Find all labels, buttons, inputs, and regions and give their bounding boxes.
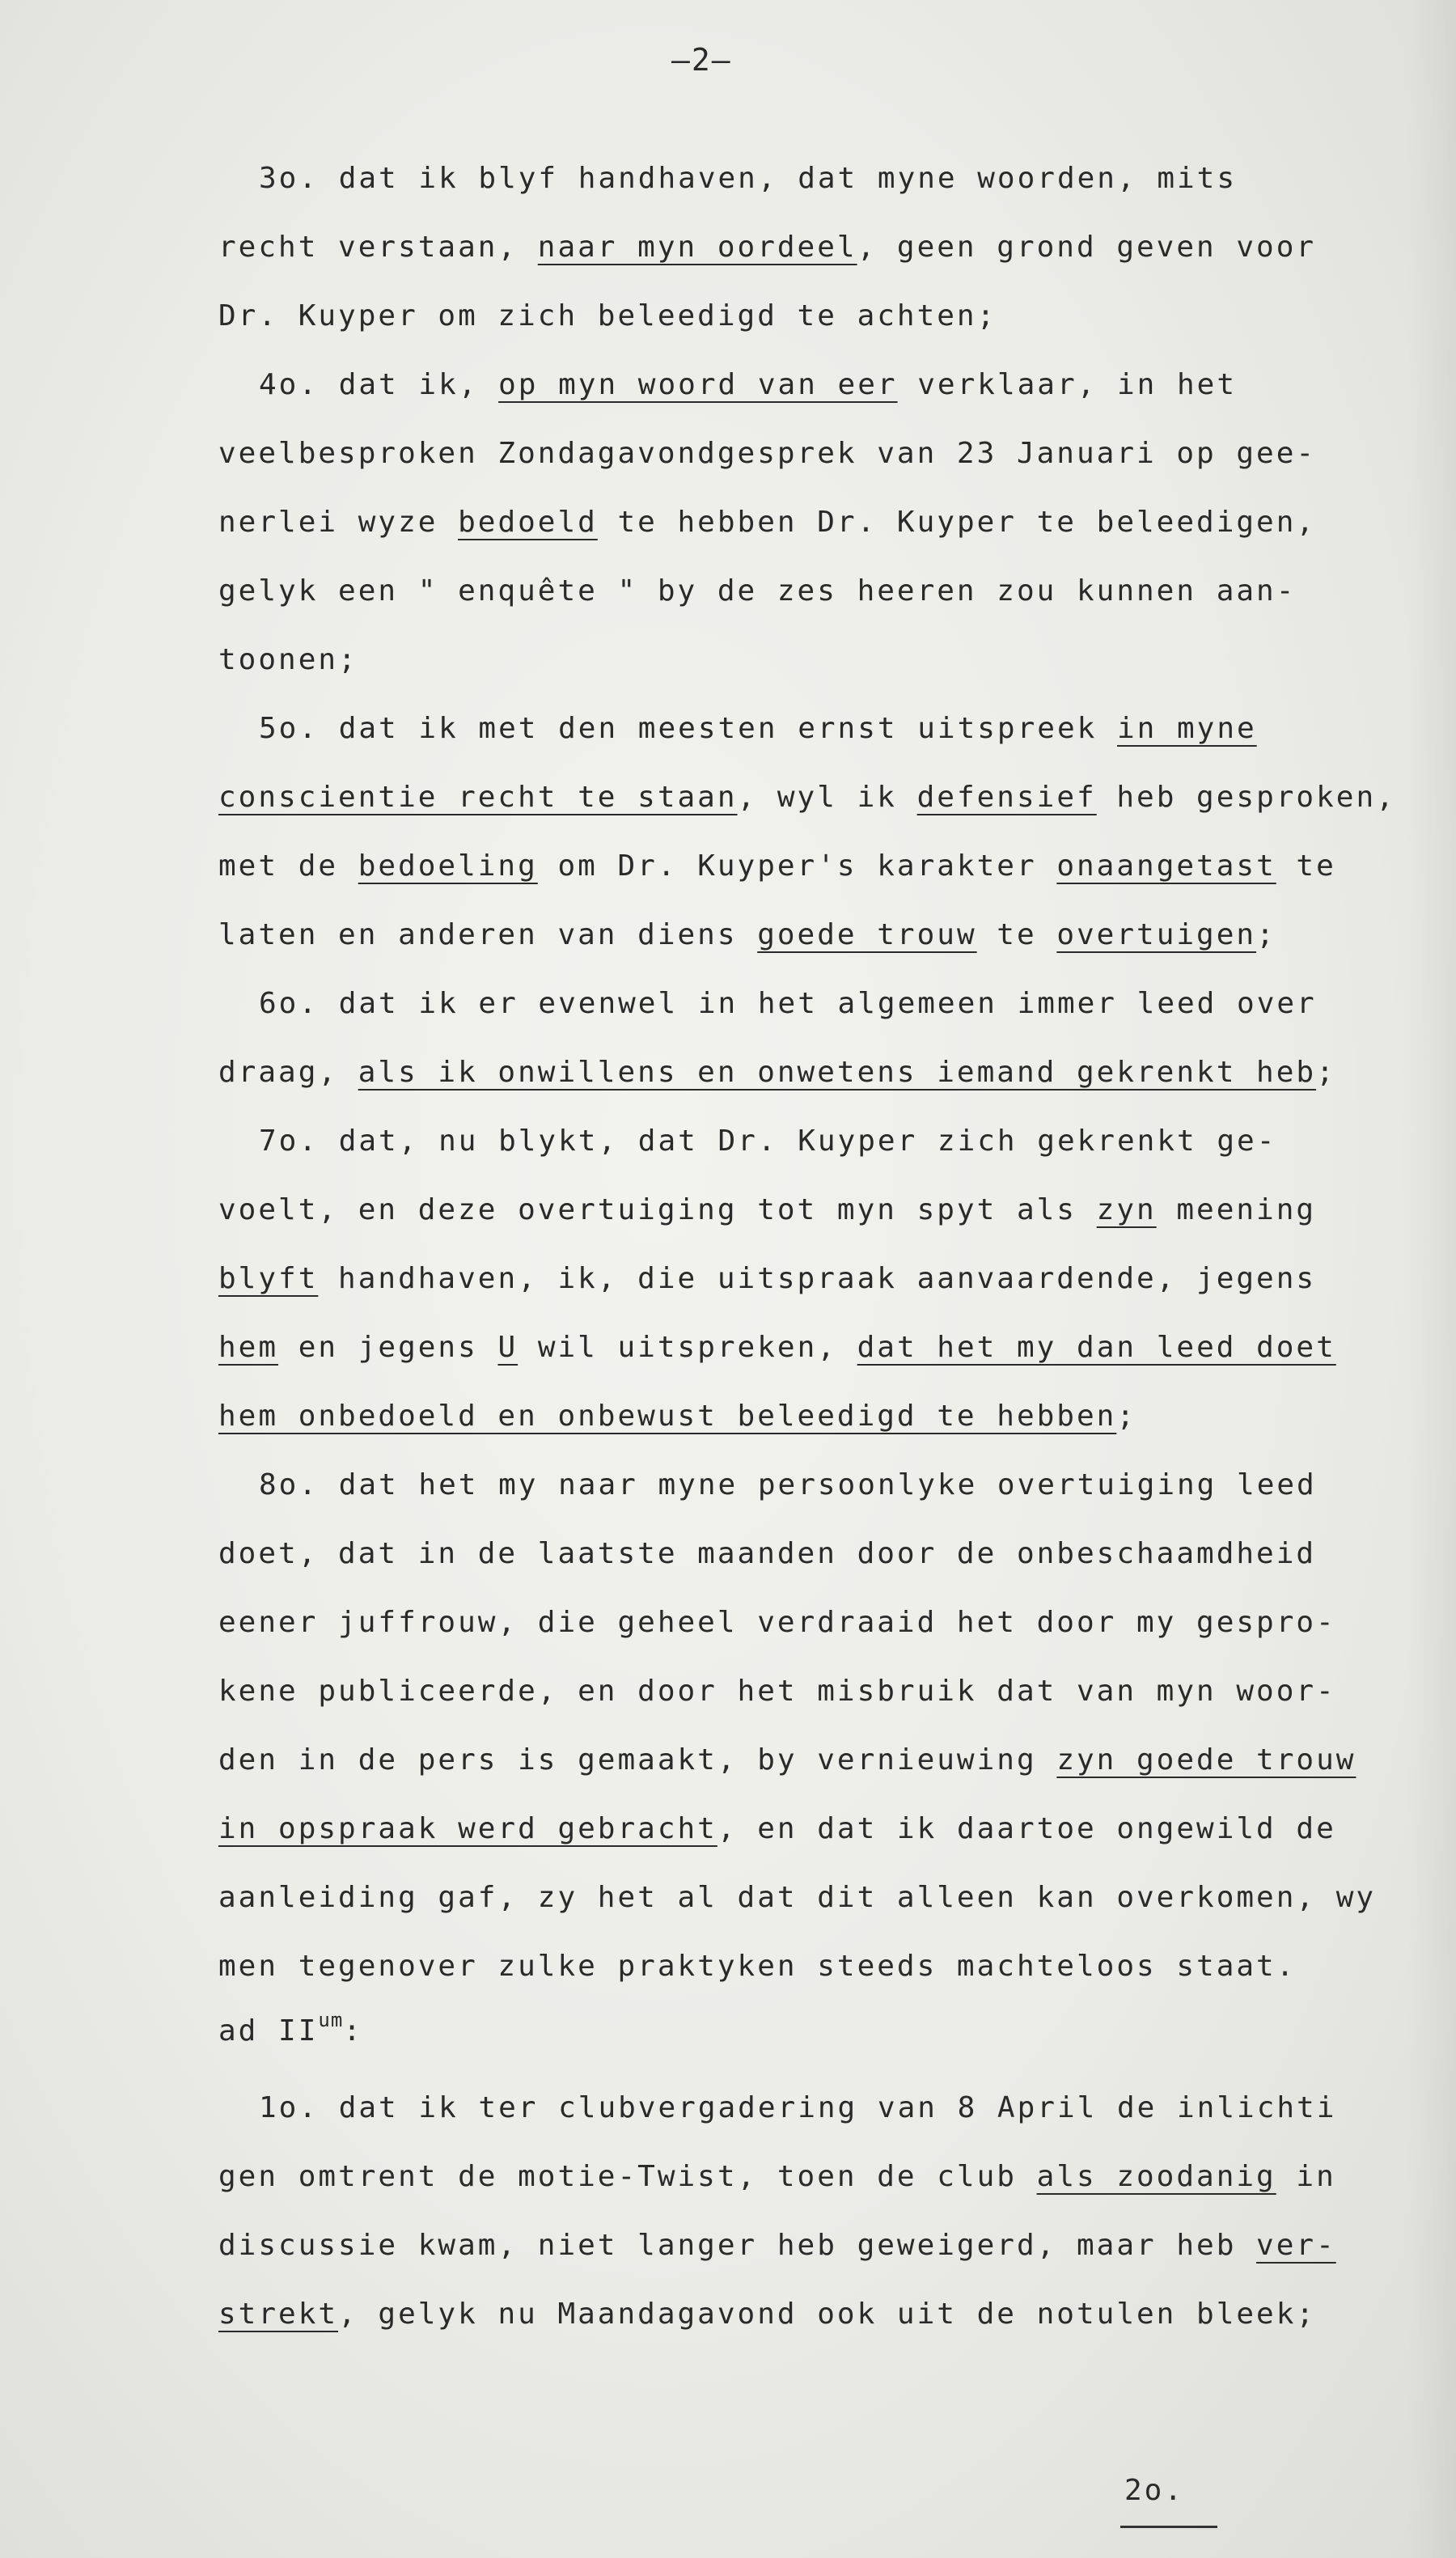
- text-segment: 4o. dat ik,: [259, 368, 499, 401]
- text-segment: laten en anderen van diens: [218, 918, 758, 951]
- text-segment: gen omtrent de motie-Twist, toen de club: [218, 2160, 1037, 2193]
- text-segment: , en dat ik daartoe ongewild de: [717, 1812, 1336, 1845]
- underlined-text: U: [497, 1331, 518, 1364]
- text-line: [218, 2160, 1336, 2193]
- text-line: [218, 643, 358, 676]
- text-line: [218, 1056, 1336, 1089]
- text-line: [259, 1124, 1276, 1158]
- text-line: [218, 437, 1316, 470]
- underlined-text: zyn: [1096, 1193, 1157, 1226]
- text-segment: 5o. dat ik met den meesten ernst uitspreek: [259, 712, 1117, 745]
- underlined-text: in opspraak werd gebracht: [218, 1812, 717, 1845]
- text-segment: , gelyk nu Maandagavond ook uit de notulen bleek;: [338, 2298, 1317, 2331]
- text-line: [218, 231, 1316, 264]
- text-segment: toonen;: [218, 643, 358, 676]
- text-segment: nerlei wyze: [218, 506, 459, 539]
- underlined-text: ver-: [1256, 2229, 1336, 2262]
- text-segment: te: [1276, 849, 1336, 883]
- text-line: [218, 1331, 1336, 1364]
- text-segment: , wyl ik: [737, 781, 917, 814]
- text-segment: ;: [1116, 1400, 1137, 1433]
- text-segment: wil uitspreken,: [518, 1331, 857, 1364]
- text-segment: , geen grond geven voor: [857, 231, 1317, 264]
- text-line: [218, 1950, 1296, 1983]
- underlined-text: goede trouw: [757, 918, 977, 951]
- text-line: [218, 918, 1276, 951]
- text-line: [218, 299, 997, 332]
- text-segment: doet, dat in de laatste maanden door de onbeschaamdheid: [218, 1537, 1317, 1570]
- text-segment: heb gesproken,: [1096, 781, 1396, 814]
- text-line: [218, 1606, 1336, 1639]
- text-line: [259, 987, 1317, 1020]
- text-line: [218, 1193, 1316, 1226]
- catchword: 2o.: [1124, 2474, 1185, 2507]
- text-segment: aanleiding gaf, zy het al dat dit alleen kan overkomen, wy: [218, 1881, 1377, 1914]
- text-line: [259, 162, 1237, 195]
- underlined-text: als zoodanig: [1036, 2160, 1276, 2193]
- underlined-text: conscientie recht te staan: [218, 781, 738, 814]
- text-segment: kene publiceerde, en door het misbruik dat van myn woor-: [218, 1675, 1336, 1708]
- text-segment: 6o. dat ik er evenwel in het algemeen immer leed over: [259, 987, 1317, 1020]
- underlined-text: onaangetast: [1056, 849, 1276, 883]
- text-line: [218, 781, 1396, 814]
- underlined-text: naar myn oordeel: [537, 231, 857, 264]
- text-line: [218, 1743, 1356, 1777]
- text-segment: recht verstaan,: [218, 231, 538, 264]
- text-segment: eener juffrouw, die geheel verdraaid het door my gespro-: [218, 1606, 1336, 1639]
- superscript-text: um: [318, 2009, 344, 2032]
- underlined-text: in myne: [1116, 712, 1257, 745]
- text-line: [218, 2298, 1316, 2331]
- text-segment: veelbesproken Zondagavondgesprek van 23 Januari op gee-: [218, 437, 1317, 470]
- underlined-text: hem: [218, 1331, 279, 1364]
- text-segment: draag,: [218, 1056, 358, 1089]
- text-line: [218, 2229, 1336, 2262]
- text-line: [259, 2091, 1336, 2124]
- page-number: —2—: [671, 42, 732, 78]
- catchword-rule: [1120, 2526, 1217, 2528]
- text-segment: men tegenover zulke praktyken steeds machteloos staat.: [218, 1950, 1297, 1983]
- underlined-text: dat het my dan leed doet: [857, 1331, 1336, 1364]
- text-segment: verklaar, in het: [897, 368, 1238, 401]
- text-line: [218, 1537, 1316, 1570]
- text-line: [218, 506, 1316, 539]
- text-segment: 3o. dat ik blyf handhaven, dat myne woorden, mits: [259, 162, 1238, 195]
- text-line: [218, 1262, 1316, 1295]
- text-segment: 1o. dat ik ter clubvergadering van 8 April de inlichti: [259, 2091, 1337, 2124]
- underlined-text: overtuigen: [1056, 918, 1257, 951]
- text-segment: te: [976, 918, 1057, 951]
- text-line: [259, 712, 1257, 745]
- underlined-text: op myn woord van eer: [498, 368, 898, 401]
- page-edge-shadow: [1407, 0, 1456, 2558]
- underlined-text: defensief: [916, 781, 1097, 814]
- text-segment: en jegens: [278, 1331, 498, 1364]
- text-segment: :: [343, 2014, 363, 2048]
- text-segment: meening: [1156, 1193, 1317, 1226]
- text-segment: handhaven, ik, die uitspraak aanvaardende, jegens: [318, 1262, 1317, 1295]
- underlined-text: strekt: [218, 2298, 339, 2331]
- text-segment: ad II: [218, 2014, 319, 2048]
- underlined-text: bedoeling: [358, 849, 538, 883]
- text-segment: in: [1276, 2160, 1336, 2193]
- text-line: [218, 849, 1336, 883]
- text-segment: om Dr. Kuyper's karakter: [537, 849, 1057, 883]
- text-segment: te hebben Dr. Kuyper te beleedigen,: [597, 506, 1317, 539]
- underlined-text: blyft: [218, 1262, 319, 1295]
- text-line: [218, 2009, 363, 2048]
- text-segment: Dr. Kuyper om zich beleedigd te achten;: [218, 299, 997, 332]
- text-line: [218, 1812, 1336, 1845]
- text-line: [259, 1468, 1317, 1501]
- text-segment: gelyk een " enquête " by de zes heeren zou kunnen aan-: [218, 574, 1297, 608]
- text-segment: 7o. dat, nu blykt, dat Dr. Kuyper zich gekrenkt ge-: [259, 1124, 1277, 1158]
- underlined-text: bedoeld: [458, 506, 598, 539]
- text-segment: 8o. dat het my naar myne persoonlyke overtuiging leed: [259, 1468, 1317, 1501]
- underlined-text: zyn goede trouw: [1056, 1743, 1357, 1777]
- text-segment: ;: [1256, 918, 1276, 951]
- underlined-text: als ik onwillens en onwetens iemand gekrenkt heb: [358, 1056, 1317, 1089]
- text-line: [259, 368, 1237, 401]
- text-segment: discussie kwam, niet langer heb geweigerd, maar heb: [218, 2229, 1257, 2262]
- text-segment: met de: [218, 849, 358, 883]
- text-line: [218, 1881, 1376, 1914]
- text-segment: voelt, en deze overtuiging tot myn spyt als: [218, 1193, 1097, 1226]
- text-line: [218, 574, 1296, 608]
- text-line: [218, 1400, 1136, 1433]
- text-segment: ;: [1316, 1056, 1336, 1089]
- text-segment: den in de pers is gemaakt, by vernieuwing: [218, 1743, 1057, 1777]
- underlined-text: hem onbedoeld en onbewust beleedigd te hebben: [218, 1400, 1117, 1433]
- text-line: [218, 1675, 1336, 1708]
